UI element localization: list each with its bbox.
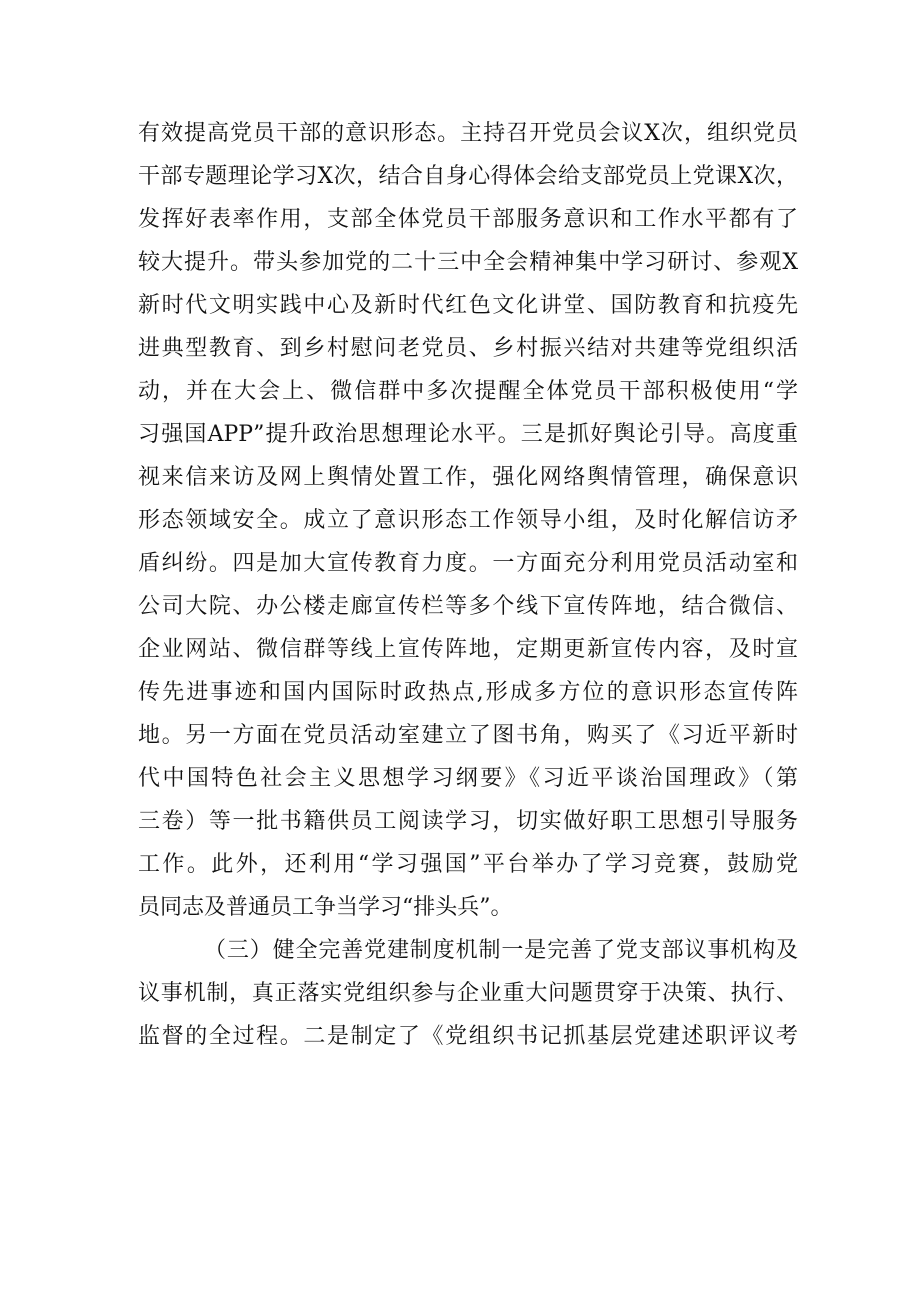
text-line: 地。另一方面在党员活动室建立了图书角，购买了《习近平新时: [138, 723, 798, 748]
paragraph-end-line: 员同志及普通员工争当学习“排头兵”。: [138, 895, 513, 920]
text-line: 传先进事迹和国内国际时政热点,形成多方位的意识形态宣传阵: [138, 680, 798, 705]
text-line: 较大提升。带头参加党的二十三中全会精神集中学习研讨、参观X: [138, 250, 798, 275]
text-line: 工作。此外，还利用“学习强国”平台举办了学习竞赛，鼓励党: [138, 852, 798, 877]
text-line: 代中国特色社会主义思想学习纲要》《习近平谈治国理政》（第: [138, 766, 798, 791]
text-line: 公司大院、办公楼走廊宣传栏等多个线下宣传阵地，结合微信、: [138, 594, 798, 619]
document-body: [138, 112, 798, 1058]
text-line: 动，并在大会上、微信群中多次提醒全体党员干部积极使用“学: [138, 379, 798, 404]
text-line: 新时代文明实践中心及新时代红色文化讲堂、国防教育和抗疫先: [138, 293, 798, 318]
text-line: 干部专题理论学习X次，结合自身心得体会给支部党员上党课X次，: [138, 164, 798, 189]
text-line: 企业网站、微信群等线上宣传阵地，定期更新宣传内容，及时宣: [138, 637, 798, 662]
text-line: 形态领域安全。成立了意识形态工作领导小组，及时化解信访矛: [138, 508, 798, 533]
text-line: 习强国APP”提升政治思想理论水平。三是抓好舆论引导。高度重: [138, 422, 798, 447]
text-line: 三卷）等一批书籍供员工阅读学习，切实做好职工思想引导服务: [138, 809, 798, 834]
text-line: 进典型教育、到乡村慰问老党员、乡村振兴结对共建等党组织活: [138, 336, 798, 361]
text-line: 盾纠纷。四是加大宣传教育力度。一方面充分利用党员活动室和: [138, 551, 798, 576]
section-heading-line: （三）健全完善党建制度机制一是完善了党支部议事机构及: [204, 938, 798, 963]
text-line: 发挥好表率作用，支部全体党员干部服务意识和工作水平都有了: [138, 207, 798, 232]
text-line: 议事机制，真正落实党组织参与企业重大问题贯穿于决策、执行、: [138, 981, 798, 1006]
text-line: 监督的全过程。二是制定了《党组织书记抓基层党建述职评议考: [138, 1024, 798, 1049]
text-line: 有效提高党员干部的意识形态。主持召开党员会议X次，组织党员: [138, 121, 798, 146]
text-line: 视来信来访及网上舆情处置工作，强化网络舆情管理，确保意识: [138, 465, 798, 490]
